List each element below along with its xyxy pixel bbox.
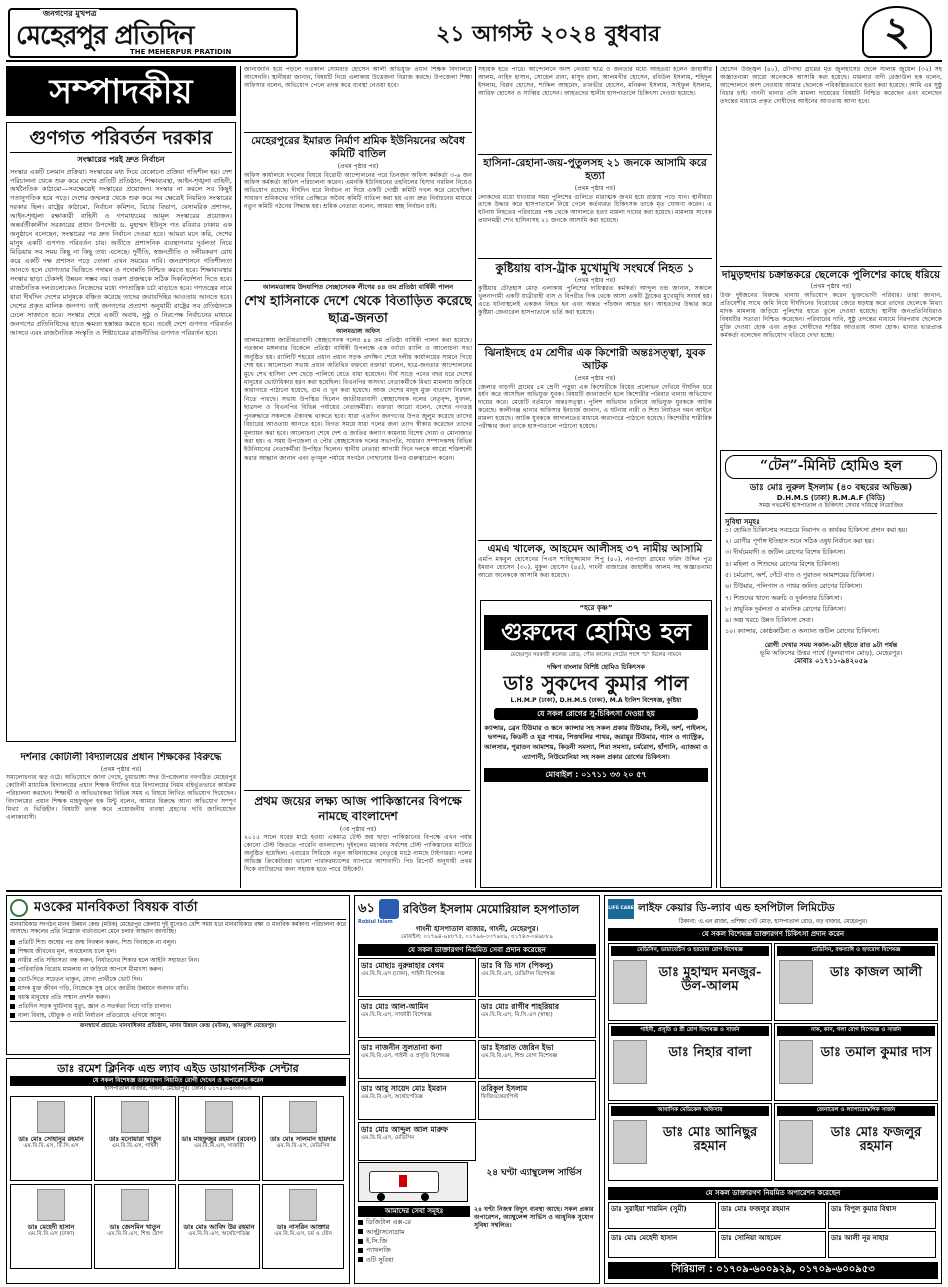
jhenaidah-cont: (প্রথম পৃষ্ঠার পর) xyxy=(574,374,616,382)
doctor-name: ডাঃ বি ডি দাস (পিকলু) xyxy=(481,961,554,971)
mouk-intro: মানবাধিকার সংগঠন মানব উন্নয়ন কেন্দ্র (মউক) মেহেরপুর জেলায় দুই যুগেরও বেশি সময় ধরে মানবাধিকার রক্ষা ও মানবিক কর্মকাণ্ড পরিচালনা করে আসছে। সকলের প্রতি নিম্নোক্ত বার্তাগুলো মেনে চলার আহ্বান জানাচ্ছি। xyxy=(10,922,346,936)
benefit-item: ৩। দীর্ঘমেয়াদী ও জটিল রোগের বিশেষ চিকিৎসা। xyxy=(725,549,846,557)
column-divider xyxy=(716,66,717,888)
doctor-role: মেডিসিন, বক্ষব্যাধি ও হৃদরোগ বিশেষজ্ঞ xyxy=(777,946,935,955)
doctor-name: ডাঃ মোঃ সালমান হায়দার xyxy=(270,1135,336,1144)
editorial-box xyxy=(6,122,236,742)
jhenaidah-headline: ঝিনাইদহে ৫ম শ্রেণীর এক কিশোরী অন্তঃসত্ত্বা, যুবক আটক xyxy=(478,344,712,374)
lifecare-surgeons xyxy=(608,1202,938,1260)
doctor-degree: ফিজিওথেরাপিস্ট xyxy=(481,1094,519,1101)
ads-separator xyxy=(6,890,942,892)
doctor-name: ডাঃ তমাল কুমার দাস xyxy=(820,1044,932,1060)
benefit-item: ৫। চর্মরোগ, অর্শ, গেঁটে বাত ও পুরাতন আমাশয়ের চিকিৎসা। xyxy=(725,571,874,579)
mp-case-article xyxy=(478,540,712,598)
doctor-photo xyxy=(289,1101,317,1133)
ten-homeo-hours: রোগী দেখার সময় সকাল-৯টা হইতে রাত ৯টা পর্যন্ত xyxy=(764,640,898,649)
gurudev-band: যে সকল রোগের সু-চিকিৎসা দেওয়া হয় xyxy=(494,708,698,720)
doctor-photo xyxy=(121,1101,149,1133)
daulatpur-body: উক্ত দুইজনের বিরুদ্ধে থানায় অভিযোগ করেন ভুক্তভোগী পরিবার। তারা জানান, প্রতিবেশীর সাথে জমি নিয়ে দীর্ঘদিনের বিরোধের জেরে ষড়যন্ত্র করে তাদের ছেলেকে মিথ্যা মাদক মামলায় জড়িয়ে পুলিশের হাতে তুলে দেওয়া হয়েছে। স্থানীয় জনপ্রতিনিধিরাও বিষয়টির সত্যতা নিশ্চিত করেছেন। পরিবারের দাবি, সুষ্ঠু তদন্তের মাধ্যমে নিরপরাধ ছেলেকে মুক্তি দেওয়া হোক এবং প্রকৃত দোষীদের শাস্তির আওতায় আনা হোক। থানার ভারপ্রাপ্ত কর্মকর্তা বলেছেন অভিযোগ খতিয়ে দেখা হচ্ছে। xyxy=(720,292,942,339)
service-text: ই.সি.জি xyxy=(366,1237,388,1246)
pakistan-article xyxy=(244,794,472,888)
mouk-item xyxy=(10,939,346,947)
daulatpur-article xyxy=(720,266,942,444)
page-number: ২ xyxy=(862,6,932,58)
mouk-item xyxy=(10,948,346,956)
doctor-name: ডাঃ মুহাম্মদ মনজুর-উল-আলম xyxy=(658,964,762,995)
doctor-degree: এম.বি.বি.এস, সার্জারী বিশেষজ্ঞ xyxy=(361,1012,432,1019)
doctor-card xyxy=(774,943,938,1021)
students-article xyxy=(244,294,472,789)
newspaper-name: মেহেরপুর প্রতিদিন xyxy=(16,21,194,51)
doctor-name: ডাঃ মোঃ আবিদ উর রহমান xyxy=(183,1223,255,1232)
rabiul-ambulance xyxy=(358,1162,596,1202)
doctor-role: আবাসিক মেডিকেল অফিসার xyxy=(611,1106,769,1115)
mouk-item-text: ভোট-দিতে সচেতন থাকুন, যোগ্য প্রার্থীকে ভোট দিন। xyxy=(18,975,143,983)
bullet-icon xyxy=(10,949,15,954)
mouk-item-text: শিক্ষায় জীবনের মূল, অবহেলায় চলে মূল। xyxy=(18,947,117,955)
mouk-item xyxy=(10,1003,346,1011)
doctor-photo xyxy=(613,1040,647,1084)
pakistan-body: ২০১৫ সালে ঘরের মাঠে হওয়া একমাত্র টেস্ট জয় ছাড়া পাকিস্তানের বিপক্ষে এখন পর্যন্ত কোনো টেস্ট জিততে পারেনি বাংলাদেশ। দুইদলের মধ্যকার সর্বশেষ টেস্ট পাকিস্তানের মাটিতে অনুষ্ঠিত হয়েছিল। এবারের সিরিজে নতুন অধিনায়কের নেতৃত্বে মাঠে নামছে টাইগাররা। দলের অভিজ্ঞ ক্রিকেটাররা ভালো পারফরম্যান্সের ব্যাপারে আশাবাদী। পিচ রিপোর্ট অনুযায়ী প্রথম দিকে ব্যাটারদের জন্য সহায়ক হতে পারে উইকেট। xyxy=(244,834,472,874)
mouk-item xyxy=(10,994,346,1002)
doctor-card xyxy=(358,958,476,997)
doctor-card xyxy=(358,1040,476,1079)
surgeon-card xyxy=(718,1231,826,1258)
doctor-photo xyxy=(613,1120,647,1164)
doctor-card xyxy=(10,1184,92,1269)
editorial-column xyxy=(6,66,236,746)
hasina-case-cont: (প্রথম পৃষ্ঠার পর) xyxy=(574,184,616,192)
ten-homeo-benefits-title: সুবিধা সমূহঃ xyxy=(725,517,760,526)
doctor-name: ডাঃ নিহার বালা xyxy=(668,1044,752,1060)
rabiul-hospital-ad xyxy=(354,895,600,1284)
doctor-name: ডাঃ মোঃ আনিছুর রহমান xyxy=(662,1124,758,1155)
doctor-card xyxy=(178,1184,260,1269)
doctor-degree: এম.বি.বি.এস, সার্জারী xyxy=(193,1143,245,1150)
jhenaidah-body: জেলার বাড়াদী গ্রামের ৫ম শ্রেণী পড়ুয়া এক কিশোরীকে বিয়ের প্রলোভন দেখিয়ে দীর্ঘদিন ধরে ধর্ষণ করে আসছিল অভিযুক্ত যুবক। বিষয়টি জানাজানি হলে কিশোরীর পরিবার থানায় অভিযোগ দায়ের করে। মেয়েটি বর্তমানে অন্তঃসত্ত্বা। পুলিশ অভিযান চালিয়ে অভিযুক্ত যুবককে আটক করেছে। কালীগঞ্জ থানার অফিসার ইনচার্জ জানান, এ ঘটনায় নারী ও শিশু নির্যাতন দমন আইনে মামলা হয়েছে। আটক যুবককে আদালতের মাধ্যমে কারাগারে পাঠানো হয়েছে। কিশোরীর শারীরিক পরীক্ষার জন্য তাকে হাসপাতালে পাঠানো হয়েছে। xyxy=(478,383,712,431)
students-dateline: আলমডাঙ্গা অফিস xyxy=(335,328,381,336)
doctor-card xyxy=(774,1103,938,1181)
doctor-photo xyxy=(121,1189,149,1221)
ambulance-icon xyxy=(358,1162,468,1202)
rabiul-services xyxy=(358,1218,470,1264)
doctor-card xyxy=(358,1081,476,1120)
rabiul-services-title: আমাদের সেবা সমূহঃ xyxy=(358,1206,470,1217)
benefit-item: ৯। অল্প খরচে উন্নত চিকিৎসা সেবা। xyxy=(725,617,814,625)
gurudev-doctor-intro: দক্ষিণ বাংলার বিশিষ্ট হোমিও চিকিৎসক xyxy=(547,662,645,671)
service-item xyxy=(358,1256,470,1264)
doctor-card xyxy=(262,1096,344,1181)
bullet-icon xyxy=(358,1257,363,1262)
ten-homeo-benefits-list xyxy=(725,527,937,637)
rabiul-ambulance-text: ২৪ ঘণ্টা এ্যাম্বুলেন্স সার্ভিস xyxy=(486,1168,582,1179)
doctor-card xyxy=(94,1096,176,1181)
masthead-tagline: জনগণের মুখপত্র xyxy=(40,9,99,19)
doctor-photo xyxy=(205,1101,233,1133)
col-a-continued-body: জানাজানি হয়ে পড়লে গতকাল সোমবার হোসেন আলী অভিযুক্ত প্রধান শিক্ষক বিদ্যালয়ে আসেননি। স্থানীয়রা জানান, বিষয়টি নিয়ে এলাকায় উত্তেজনা বিরাজ করছে। উপজেলা শিক্ষা অফিসার বলেন, অভিযোগ পেলে তদন্ত করে ব্যবস্থা নেওয়া হবে। xyxy=(244,66,472,89)
doctor-degree: এম.বি.বি.এস, মেডিসিন xyxy=(276,1143,330,1150)
doctor-degree: এম.বি.বি.এস, গাইনী ও প্রসূতি বিশেষজ্ঞ xyxy=(361,1053,450,1060)
bullet-icon xyxy=(358,1248,363,1253)
doctor-role: গাইনী, প্রসূতি ও স্ত্রী রোগ বিশেষজ্ঞ ও সার্জন xyxy=(611,1026,769,1035)
ramesh-doctors xyxy=(10,1096,346,1271)
doctor-degree: এম.বি.বি.এস (ঢাকা), গাইনী বিশেষজ্ঞ xyxy=(361,971,445,978)
doctor-card xyxy=(94,1184,176,1269)
doctor-photo xyxy=(779,1040,813,1084)
service-text: প্যাথলজি xyxy=(366,1246,391,1255)
swechchasebak-kicker-text: আলমডাঙ্গায় উদযাপিত সেচ্ছাসেবক লীগের ৪৪ তম প্রতিষ্ঠা বার্ষিকী পালন xyxy=(244,280,472,291)
surgeon-name: ডাঃ আলী নূর নাহার xyxy=(831,1233,889,1243)
service-text: ডিজিটাল এক্স-রে xyxy=(366,1218,411,1227)
doctor-name: ডাঃ মনোয়ারা খাতুন xyxy=(109,1135,161,1144)
service-item xyxy=(358,1246,470,1254)
doctor-photo xyxy=(289,1189,317,1221)
mouk-items xyxy=(10,939,346,1020)
doctor-name: ডাঃ ইসরাত জেরিন ইভা xyxy=(481,1043,554,1053)
doctor-degree: এম.বি.বি.এস, বি.সি.এস xyxy=(23,1143,79,1150)
doctor-name: ডাঃ জেসমিন খাতুন xyxy=(109,1223,161,1232)
doctor-degree: এম.বি.বি.এস, গাইনী xyxy=(111,1143,159,1150)
mouk-item xyxy=(10,957,346,965)
benefit-item: ৭। শিশুদের খাদ্যে অরুচি ও দুর্বলতার চিকিৎসা। xyxy=(725,594,842,602)
ramesh-clinic-ad xyxy=(6,1058,350,1284)
bullet-icon xyxy=(10,967,15,972)
service-item xyxy=(358,1218,470,1226)
doctor-card xyxy=(478,999,596,1038)
gurudev-label: “হরে কৃষ্ণ” xyxy=(579,604,613,612)
kushtia-body: কুষ্টিয়ার চৌড়হাস মোড় এলাকায় পুলিশের দায়িত্বরত কর্মকর্তা আব্দুল চন্দ্র জানান, সকালে খুলনাগামী একটি যাত্রীবাহী বাস ও বিপরীত দিক থেকে আসা একটি ট্রাকের মুখোমুখি সংঘর্ষ হয়। এতে ঘটনাস্থলেই একজন নিহত হন এবং অন্তত পাঁচজন আহত হন। আহতদের উদ্ধার করে কুষ্টিয়া জেনারেল হাসপাতালে ভর্তি করা হয়েছে। xyxy=(478,285,712,317)
ramesh-address: হাসপাতাল বাজার, গাংনী, মেহেরপুর। ফোনঃ ০১৭৫০-৪৩৩৩০৩ xyxy=(104,1085,252,1092)
doctor-name: ডাঃ মোঃ রাগীব শাহরিয়ার xyxy=(481,1002,559,1012)
benefit-item: ১০। ক্যান্সার, কোষ্ঠকাঠিন্য ও অন্যান্য জটিল রোগের চিকিৎসা। xyxy=(725,628,880,636)
surgeon-name: ডাঃ মোঃ মেহেদী হাসান xyxy=(611,1233,678,1243)
swechchasebak-kicker xyxy=(244,280,472,294)
bullet-icon xyxy=(10,995,15,1000)
doctor-name: ডাঃ মাহফুজুর রহমান (রবেন) xyxy=(181,1135,257,1144)
lifecare-serial: সিরিয়াল : ০১৭০৯-৬০০৯২৯, ০১৭০৯-৬০০৯৫৩ xyxy=(608,1262,938,1279)
doctor-name: তরিকুল ইসলাম xyxy=(481,1084,528,1094)
mouk-logo-icon xyxy=(10,899,28,917)
mouk-item-text: প্রতিদিন সড়ক দুর্ঘটনায় মৃত্যু, জ্ঞান ও সতর্কতা নিয়ে গাড়ি চালান। xyxy=(18,1003,172,1011)
surgeon-name: ডাঃ সোনিয়া আহমেদ xyxy=(721,1233,781,1243)
col-b-continued-body: সহায়ক হতে পারে। আন্দোলনে অংশ নেওয়া ছাত্র ও জনতার মধ্যে আহতরা হলেন জাহাঙ্গীর আলম, নাহিদ হাসান, সোহেল রানা, মাসুদ রানা, আলমগীর হোসেন, রবিউল ইসলাম, শহিদুল ইসলাম, বিপ্লব হোসেন, শাকিল আহমেদ, তানভীর হোসেন, মনিরুল ইসলাম, সাইফুল ইসলাম, আরিফ হোসেন ও সাব্বির হোসেন। আহতদের স্থানীয় হাসপাতালে চিকিৎসা দেওয়া হয়েছে। xyxy=(478,66,712,97)
rabiul-title: রবিউল ইসলাম মেমোরিয়াল হসপাতাল xyxy=(402,901,580,916)
gurudev-diseases: ক্যান্সার, ব্রেন টিউমার ও স্তনে ক্যান্সার সহ সকল প্রকার টিউমার, সিস্ট, অর্শ, পাইলস, ভগন্দর, কিডনী ও মূত্র পাথর, পিত্তথলির পাথর, জরায়ুর টিউমার, গ্যাস ও গ্যাস্ট্রিক, আলসার, পুরাতন আমাশয়, কিডনী সমস্যা, শিরা সমস্যা, চর্মরোগ, হাঁপানি, এ্যাজমা ও এ্যাপানী, নিউমোনিয়া সহ সকল প্রকার রোগের চিকিৎসা। xyxy=(484,723,708,761)
committee-body: অফিস কার্যালয়ে দখলের বিষয়ে বিরোধী আন্দোলনের পরে তিনজন অফিস কর্মকর্তা ৩-৬ জন অফিস কর্মকর্তা অফিস পরিচালনা করেন। এমনকি ইউনিয়নের তহবিলের হিসাব গরমিল নিয়েও অভিযোগ রয়েছে। দীর্ঘদিন ধরে নির্বাচন না দিয়ে একটি গোষ্ঠী কমিটি দখল করে রেখেছিল। সাধারণ শ্রমিকদের দাবির প্রেক্ষিতে অবৈধ কমিটি বাতিল করা হয় এবং দ্রুত নির্বাচনের মাধ্যমে নতুন কমিটি গঠনের সিদ্ধান্ত হয়। শ্রমিক নেতারা বলেন, আমরা স্বচ্ছ নির্বাচন চাই। xyxy=(244,171,472,211)
ten-homeo-address: ভূমি অফিসের উত্তর পার্শ্বে (ফুলবাগান মোড়), মেহেরপুর। xyxy=(759,649,903,658)
gurudev-homeo-ad xyxy=(480,600,712,888)
mouk-item-text: প্রতিটি শিশু জন্মের পর জন্ম নিবন্ধন করুন, শিশু বিবাহকে না বলুন। xyxy=(18,938,177,946)
students-body: আলমডাঙ্গায় জাতীয়তাবাদী স্বেচ্ছাসেবক দলের ৪৪ তম প্রতিষ্ঠা বার্ষিকী পালন করা হয়েছে। গতকাল মঙ্গলবার বিকেলে প্রতিষ্ঠা বার্ষিকী উপলক্ষে এক বর্ণাঢ্য র‍্যালি ও আলোচনা সভা অনুষ্ঠিত হয়। র‍্যালিটি শহরের প্রধান প্রধান সড়ক প্রদক্ষিণ শেষে দলীয় কার্যালয়ের সামনে গিয়ে শেষ হয়। আলোচনা সভায় প্রধান অতিথির বক্তব্যে বক্তারা বলেন, ছাত্র-জনতার আন্দোলনের মুখে শেখ হাসিনা দেশ ছেড়ে পালিয়ে যেতে বাধ্য হয়েছেন। দীর্ঘ সাড়ে পনের বছর ধরে দেশের মানুষের ভোটাধিকার হরণ করা হয়েছিল। বিএনপির অসংখ্য নেতাকর্মীকে মিথ্যা মামলায় জড়িয়ে কারাগারে পাঠানো হয়েছে, গুম ও খুন করা হয়েছে। আজ দেশের মানুষ মুক্ত বাতাসে নিঃশ্বাস নিতে পারছে। সভায় উপস্থিত ছিলেন জাতীয়তাবাদী স্বেচ্ছাসেবক দলের নেতৃবৃন্দ, যুবদল, ছাত্রদল ও বিএনপির বিভিন্ন পর্যায়ের নেতাকর্মীরা। বক্তারা আরো বলেন, দেশের গণতন্ত্র পুনরুদ্ধারে সকলকে ঐক্যবদ্ধ থাকতে হবে। যারা এতদিন জনগণের উপর জুলুম করেছে তাদের বিচারের আওতায় আনতে হবে। বিগত সময়ে যারা দলের জন্য ত্যাগ স্বীকার করেছেন তাদের মূল্যায়ন করা হবে। আলোচনা শেষে দেশ ও জাতির কল্যাণ কামনায় বিশেষ দোয়া ও মোনাজাত করা হয়। এ সময় উপজেলা ও পৌর স্বেচ্ছাসেবক দলের সভাপতি, সাধারণ সম্পাদকসহ বিভিন্ন ইউনিয়নের নেতাকর্মীরা উপস্থিত ছিলেন। স্থানীয় নেতারা আগামী দিনে দলকে আরো শক্তিশালী করার আহ্বান জানান এবং তৃণমূল পর্যায়ে সংগঠন গোছানোর উপর গুরুত্বারোপ করেন। xyxy=(244,336,472,462)
bullet-icon xyxy=(358,1239,363,1244)
editorial-banner: সম্পাদকীয় xyxy=(6,66,236,116)
surgeon-name: ডাঃ বিপুল কুমার বিশ্বাস xyxy=(831,1204,897,1214)
surgeon-card xyxy=(608,1231,716,1258)
editorial-title: গুণগত পরিবর্তন দরকার xyxy=(10,126,232,153)
doctor-card xyxy=(358,1122,476,1161)
doctor-role: নাক, কান, গলা রোগ বিশেষজ্ঞ ও সার্জন xyxy=(777,1026,935,1035)
doctor-role: মেডিসিন, ডায়াবেটিস ও হরমোন রোগ বিশেষজ্ঞ xyxy=(611,946,769,955)
bullet-icon xyxy=(358,1229,363,1234)
mouk-item-text: নারীর প্রতি সহিংসতা বন্ধ করুন, নির্যাতনের শিকার হলে আইনি সহায়তা নিন। xyxy=(18,957,200,965)
surgeon-name: ডাঃ সুরাইয়া শারমিন (সুমী) xyxy=(611,1204,687,1214)
mouk-item xyxy=(10,976,346,984)
doctor-card xyxy=(478,958,596,997)
surgeon-card xyxy=(718,1202,826,1229)
doctor-name: ডাঃ মেহেদী হাসান xyxy=(27,1223,75,1232)
doctor-card xyxy=(608,943,772,1021)
ten-homeo-phone: মোবাঃ ০১৭১১-৯৪২০৫৯ xyxy=(794,657,868,666)
service-text: ওটি সুবিধা xyxy=(366,1255,394,1264)
doctor-photo xyxy=(613,960,647,1004)
surgeon-name: ডাঃ মোঃ ফজলুর রহমান xyxy=(721,1204,790,1214)
doctor-card xyxy=(478,1040,596,1079)
doctor-name: ডাঃ নাজনীন সুলতানা কনা xyxy=(361,1043,442,1053)
mouk-item-text: পারিবারিক বিরোধ মামলায় না জড়িয়ে আপসে মীমাংসা করুন। xyxy=(18,966,164,974)
bullet-icon xyxy=(10,1013,15,1018)
mouk-item-text: বয়স্ক মানুষের প্রতি সম্মান প্রদর্শন করুন। xyxy=(18,993,111,1001)
doctor-degree: এম.বি.বি.এস, বি.সি.এস (স্বাস্থ্য) xyxy=(481,1012,553,1019)
col-c-continued-body: হোসেন উজ্জ্বল (৪০), চৌগাছা গ্রামের মৃত জুলহাসের ছেলে সালাম জুয়েল (৩২) সহ অজ্ঞাতনামা আরো অনেককে আসামি করা হয়েছে। মামলার বাদী রেজাউল হক বলেন, আন্দোলনে অংশ নেওয়ায় আমার ছেলেকে পরিকল্পিতভাবে হত্যা করা হয়েছে। আমি এর সুষ্ঠু বিচার চাই। গাংনী থানার ওসি মামলা দায়েরের বিষয়টি নিশ্চিত করেছেন এবং বলেছেন তদন্তের মাধ্যমে প্রকৃত দোষীদের আইনের আওতায় আনা হবে। xyxy=(720,66,942,105)
committee-cont: (প্রথম পৃষ্ঠার পর) xyxy=(337,162,379,170)
doctor-name: ডাঃ মোঃ আল-আমিন xyxy=(361,1002,429,1012)
doctor-card xyxy=(608,1103,772,1181)
gurudev-degree: L.H.M.P (ঢাকা), D.H.M.S (ঢাকা), M.A ইংলিশ বিশেষজ্ঞ, কুষ্টিয়া xyxy=(510,696,682,704)
gurudev-title: গুরুদেব হোমিও হল xyxy=(484,615,708,650)
mouk-item-text: মাদক মুক্ত জীবন গড়ি, নিজেকে সুস্থ রেখে জাতীয় উন্নয়নে অবদান রাখি। xyxy=(18,984,189,992)
kushtia-headline: কুষ্টিয়ায় বাস-ট্রাক মুখোমুখি সংঘর্ষে নিহত ১ xyxy=(478,258,712,276)
kotuli-headline: দর্শনার কোটালী বিদ্যালয়ের প্রধান শিক্ষকের বিরুদ্ধে xyxy=(20,752,222,763)
ten-homeo-tagline: সমস্ত গভর্মেন্ট হাসপাতাল ও চিকিৎসা সেবার দায়িত্বে নিয়োজিত xyxy=(725,503,937,513)
bullet-icon xyxy=(10,1004,15,1009)
benefit-item: ৪। মহিলা ও শিশুদের রোগের বিশেষ চিকিৎসা। xyxy=(725,560,840,568)
jhenaidah-article xyxy=(478,344,712,534)
rabiul-number: ৬১ xyxy=(358,900,375,916)
rabiul-doctors xyxy=(358,958,596,1158)
doctor-card xyxy=(178,1096,260,1181)
doctor-photo xyxy=(37,1101,65,1133)
mouk-item-text: বাল্য বিবাহ, যৌতুক ও নারী নির্যাতন প্রতিরোধে এগিয়ে আসুন। xyxy=(18,1012,167,1020)
newspaper-logo xyxy=(8,8,298,58)
mouk-title: মওকের মানবিকতা বিষয়ক বার্তা xyxy=(34,899,198,915)
bullet-icon xyxy=(358,1220,363,1225)
rabiul-address: গাংনী হাসপাতাল বাজার, গাংনী, মেহেরপুর। xyxy=(415,925,539,934)
gurudev-phone: মোবাইল : ০১৭১১ ৩৩ ২০ ৫৭ xyxy=(484,768,708,782)
service-text: আল্ট্রাসনোগ্রাম xyxy=(366,1227,405,1236)
mouk-footer: জনস্বার্থে প্রচারে: মানবাধিকার প্রতিষ্ঠান, মানব উন্নয়ন কেন্দ্র (মউক), আমঝুপি মেহেরপুর। xyxy=(10,1021,346,1030)
newspaper-name-en: THE MEHERPUR PRATIDIN xyxy=(130,48,232,56)
service-item xyxy=(358,1228,470,1236)
doctor-name: ডাঃ নাসরিন আক্তার xyxy=(276,1223,330,1232)
bullet-icon xyxy=(10,986,15,991)
editorial-subtitle: সংস্কারের পরই দ্রুত নির্বাচন xyxy=(77,155,165,165)
editorial-body: সংস্কার একটি চলমান প্রক্রিয়া। সংস্কারের মধ্য দিয়ে যেকোনো প্রক্রিয়া গতিশীল হয়। দেশ পরিচালনা থেকে শুরু করে দেশের প্রতিটি প্রতিষ্ঠান, শিক্ষাব্যবস্থা, আইন-শৃঙ্খলা বাহিনী, অর্থনৈতিক কাঠামো—সবক্ষেত্রেই সংস্কারের প্রয়োজন। সংস্কার না করলে সব কিছুই গতানুগতিক হয়ে পড়ে। দেশের জন্মলগ্ন থেকে শুরু করে সব ক্ষেত্রেই নিয়মিত সংস্কারের দরকার ছিল। রাষ্ট্রের কাঠামো, নির্বাচন কমিশন, বিচার বিভাগ, বেসামরিক প্রশাসন, আইন-শৃঙ্খলা রক্ষাকারী বাহিনী ও গণমাধ্যমের আমূল সংস্কারের প্রয়োজন। অন্তর্বর্তীকালীন সরকারের প্রধান উপদেষ্টা ড. মুহাম্মদ ইউনূস গত রবিবার ঢাকায় এক অনুষ্ঠানে বলেছেন, সংস্কারের পর দ্রুত নির্বাচন দেওয়া হবে। আমরা মনে করি, দেশের মানুষ একটি গুণগত পরিবর্তন চায়। অতীতে প্রশাসনিক ব্যবস্থাপনার দুর্বলতা নিয়ে মিডিয়ায় সব সময় কিছু না কিছু তথ্য এসেছে। দুর্নীতি, স্বজনপ্রীতি ও দলীয়করণ রোধ করে একটি দক্ষ প্রশাসন গড়ে তোলা এখন সময়ের দাবি। জনপ্রশাসনে গতিশীলতা আনতে হলে যোগ্যতার ভিত্তিতে পদায়ন ও পদোন্নতি নিশ্চিত করতে হবে। শিক্ষাব্যবস্থার সংস্কার ছাড়া টেকসই উন্নয়ন সম্ভব নয়। তরুণ প্রজন্মকে সঠিক দিকনির্দেশনা দিতে হবে। রাজনৈতিক দলগুলোকেও নিজেদের মধ্যে গণতান্ত্রিক চর্চা বাড়াতে হবে। গণতন্ত্রের নামে যারা দীর্ঘদিন দেশের মানুষকে বঞ্চিত করেছে তাদের জবাবদিহির আওতায় আনতে হবে। দেশের প্রকৃত মালিক জনগণ। তাই জনগণের প্রত্যাশা অনুযায়ী রাষ্ট্রের সব প্রতিষ্ঠানকে ঢেলে সাজাতে হবে। সংস্কার শেষে একটি অবাধ, সুষ্ঠু ও নিরপেক্ষ নির্বাচনের মাধ্যমে জনগণের প্রতিনিধিদের হাতে ক্ষমতা হস্তান্তর করতে হবে। তবেই দেশে গুণগত পরিবর্তন আসবে এবং রাজনৈতিক সংস্কৃতি ও শিষ্টাচারের রাজনীতির গুণগত পরিবর্তন হবে। xyxy=(10,167,232,337)
col-b-continued xyxy=(478,66,712,154)
hasina-case-article xyxy=(478,154,712,254)
gurudev-doctor: ডাঃ সুকদেব কুমার পাল xyxy=(503,671,689,696)
col-c-continued xyxy=(720,66,942,194)
mouk-item xyxy=(10,985,346,993)
ramesh-sub: যে সকল বিশেষজ্ঞ ডাক্তারগণ নিয়মিত রোগী দেখেন ও অপারেশন করেন xyxy=(10,1076,346,1086)
ten-homeo-degree: D.H.M.S (ঢাকা) R.M.A.F (বিডি) xyxy=(776,494,886,503)
kotuli-article xyxy=(6,752,236,887)
benefit-item: ২। রোগীর পূর্ণাঙ্গ ইতিহাস শুনে সঠিক ওষুধ নির্বাচন করা হয়। xyxy=(725,538,874,546)
doctor-degree: এম.বি.বি.এস, মেডিসিন বিশেষজ্ঞ xyxy=(481,971,555,978)
ten-minute-homeo-ad xyxy=(720,450,942,888)
doctor-name: ডাঃ মোঃ ফজলুর রহমান xyxy=(830,1124,922,1155)
doctor-degree: এম.বি.বি.এস (ঢাকা) xyxy=(27,1231,75,1238)
daulatpur-cont: (প্রথম পৃষ্ঠার পর) xyxy=(810,283,852,291)
doctor-card xyxy=(358,999,476,1038)
surgeon-card xyxy=(828,1231,936,1258)
rabiul-phone: মোবাইল: ০১৭৯৪-৯৮৮৭৫, ০১৭৯৬-০৩৭৯৮৯, ০১৭৪৩-০৪৬৮৮৯ xyxy=(401,934,553,941)
issue-date: ২১ আগস্ট ২০২৪ বুধবার xyxy=(436,21,661,47)
doctor-role: জেনারেল ও ল্যাপারোস্কপিক সার্জন xyxy=(777,1106,935,1115)
doctor-card xyxy=(10,1096,92,1181)
doctor-degree: এম.বি.বি.এস, চর্ম ও যৌন xyxy=(274,1231,332,1238)
bullet-icon xyxy=(10,940,15,945)
mouk-item xyxy=(10,1012,346,1020)
masthead xyxy=(6,4,942,62)
pakistan-headline: প্রথম জয়ের লক্ষ্য আজ পাকিস্তানের বিপক্ষে নামছে বাংলাদেশ xyxy=(254,794,462,824)
mouk-ad xyxy=(6,895,350,1055)
doctor-card xyxy=(608,1023,772,1101)
doctor-card xyxy=(262,1184,344,1269)
doctor-degree: এম.বি.বি.এস, শিশু রোগ বিশেষজ্ঞ xyxy=(481,1053,558,1060)
benefit-item: ১। হোমিও চিকিৎসায় সবচেয়ে নিরাপদ ও কার্যকর চিকিৎসা প্রদান করা হয়। xyxy=(725,526,908,534)
lifecare-band: যে সকল বিশেষজ্ঞ ডাক্তারগণ চিকিৎসা প্রদান করেন xyxy=(608,928,938,941)
surgeon-card xyxy=(608,1202,716,1229)
hasina-case-body: লোকদের মধ্যে যাওয়ার সময় পুলিশের গুলিতে মারাত্মক জখম হয়ে রাস্তায় পড়ে যান। স্থানীয়রা তাকে উদ্ধার করে হাসপাতালে নিয়ে গেলে কর্তব্যরত চিকিৎসক তাকে মৃত ঘোষণা করেন। এ ঘটনায় নিহতের পরিবারের পক্ষ থেকে আদালতে হত্যা মামলা দায়ের করা হয়েছে। মামলায় সাবেক প্রধানমন্ত্রী শেখ হাসিনাসহ ২১ জনকে আসামি করা হয়েছে। xyxy=(478,193,712,225)
hasina-case-headline: হাসিনা-রেহানা-জয়-পুতুলসহ ২১ জনকে আসামি করে হত্যা xyxy=(478,154,712,184)
lifecare-hospital-ad xyxy=(604,895,942,1284)
benefit-item: ৮। স্নায়ুবিক দুর্বলতা ও মানসিক রোগের চিকিৎসা। xyxy=(725,605,846,613)
kotuli-body: সমালোচনার ঝড় ওঠে। অভিযোগে জানা গেছে, চুয়াডাঙ্গা সদর উপজেলার নবগঠিত মেহেরপুর কোটালী মাধ্যমিক বিদ্যালয়ের প্রধান শিক্ষক দীর্ঘদিন ধরে বিদ্যালয়ের নিয়ম বহির্ভূতভাবে কার্যক্রম পরিচালনা করছেন। শিক্ষার্থী ও অভিভাবকরা বিভিন্ন সময় এ বিষয়ে লিখিত অভিযোগ দিয়েছেন। বিদ্যালয়ের প্রধান শিক্ষক মাহফুজুল হক মিন্টু বলেন, আমার বিরুদ্ধে আনা অভিযোগ সম্পূর্ণ মিথ্যা ও ভিত্তিহীন। বিষয়টি তদন্ত করে প্রয়োজনীয় ব্যবস্থা গ্রহণের দাবি জানিয়েছেন এলাকাবাসী। xyxy=(6,774,236,822)
surgeon-card xyxy=(828,1202,936,1229)
committee-headline: মেহেরপুরের ইমারত নির্মাণ শ্রমিক ইউনিয়নের অবৈধ কমিটি বাতিল xyxy=(244,132,472,162)
doctor-card xyxy=(774,1023,938,1101)
rabiul-logo-icon xyxy=(379,899,399,919)
ten-homeo-doctor: ডাঃ মোঃ নুরুল ইসলাম (৪০ বছরের অভিজ্ঞ) xyxy=(749,482,913,493)
lifecare-doctors xyxy=(608,943,938,1185)
pakistan-cont: (৩য় পৃষ্ঠার পর) xyxy=(339,825,377,833)
committee-article xyxy=(244,132,472,280)
daulatpur-headline: দামুড়হুদায় চক্রান্তকরে ছেলেকে পুলিশের কাছে ধরিয়ে xyxy=(720,266,942,282)
ten-homeo-title: “টেন”-মিনিট হোমিও হল xyxy=(725,455,937,479)
doctor-name: ডাঃ কাজল আলী xyxy=(829,964,923,980)
kushtia-cont: (প্রথম পৃষ্ঠার পর) xyxy=(574,276,616,284)
kushtia-article xyxy=(478,258,712,344)
mouk-item xyxy=(10,966,346,974)
doctor-photo xyxy=(779,960,813,1004)
service-item xyxy=(358,1237,470,1245)
doctor-degree: এম.বি.বি.এস, শিশু রোগ xyxy=(107,1231,163,1238)
ramesh-title: ডাঃ রমেশ ক্লিনিক এন্ড ল্যাব এইড ডায়াগনস্টিক সেন্টার xyxy=(57,1062,299,1075)
doctor-degree: এম.বি.বি.এস, অর্থোপেডিক্স xyxy=(361,1094,423,1101)
doctor-card xyxy=(478,1081,596,1120)
rabiul-band: যে সকল ডাক্তারগণ নিয়মিত সেবা প্রদান করেছেন xyxy=(358,944,596,957)
mp-case-body: এমপি মকবুল হোসেনের পিএস শাহিদুজ্জামান শিপু (৪০), নওপাড়া গ্রামের ফরিদ উদ্দিন পুত্র ইমরান হোসেন (৩০), মুকুল হোসেন (৪৫), গাংনী বাজারের জাহাঙ্গীর আলম সহ অজ্ঞাতনামা আরো অনেককে আসামি করা হয়েছে। xyxy=(478,556,712,580)
lifecare-logo: LIFE CARE xyxy=(608,899,634,919)
column-divider xyxy=(240,66,241,888)
doctor-degree: এম.বি.বি.এস, মেডিসিন xyxy=(361,1135,415,1142)
students-headline: শেখ হাসিনাকে দেশে থেকে বিতাড়িত করেছে ছাত্র-জনতা xyxy=(244,294,472,326)
doctor-name: ডাঃ মোছাঃ নুরুন্নাহার বেগম xyxy=(361,961,444,971)
column-divider xyxy=(475,66,476,888)
doctor-name: ডাঃ মোঃ সোহানুর রহমান xyxy=(18,1135,84,1144)
gurudev-sub: মেহেরপুর সরকারী কলেজ রোড, পৌর কালের গেটের পাশে "চ" মিলের সামনে xyxy=(510,651,682,658)
doctor-photo xyxy=(205,1189,233,1221)
rabiul-note: ২৪ ঘণ্টা নিজস্ব বিদ্যুৎ ব্যবস্থা আছে। সকল প্রকার অপারেশন, অ্যাম্বুলেন্স সার্ভিস ও আধুনিক সুযোগ সুবিধা সম্বলিত। xyxy=(474,1206,594,1230)
doctor-degree: এম.বি.বি.এস, অর্থোপেডিক্স xyxy=(188,1231,250,1238)
mp-case-headline: এমএ খালেক, আহমেদ আলীসহ ৩৭ নামীয় আসামি xyxy=(478,540,712,556)
benefit-item: ৬। টিউমার, পলিপাস ও পাথর জনিত রোগের চিকিৎসা। xyxy=(725,583,863,591)
bullet-icon xyxy=(10,958,15,963)
lifecare-band2: যে সকল ডাক্তারগণ নিয়মিত অপারেশন করেছেন xyxy=(608,1187,938,1200)
lifecare-title: লাইফ কেয়ার ডি-ল্যাব এন্ড হসপিটাল লিমিটেড xyxy=(638,902,835,915)
doctor-name: ডাঃ আবু সায়েদ মোঃ ইমরান xyxy=(361,1084,447,1094)
col-a-continued xyxy=(244,66,472,128)
doctor-photo xyxy=(37,1189,65,1221)
divider-line xyxy=(244,790,470,791)
rabiul-brand: Robiul Islam xyxy=(358,919,393,925)
bullet-icon xyxy=(10,977,15,982)
lifecare-address: ঠিকানা: এ.এন প্লাজা, প্রশিক্ষা গেট মোড়, হাসপাতাল রোড, বড় বাজার, মেহেরপুর। xyxy=(678,919,868,925)
doctor-name: ডাঃ মোঃ আব্দুল আল মারুফ xyxy=(361,1125,449,1135)
kotuli-cont: (প্রথম পৃষ্ঠার পর) xyxy=(100,765,142,773)
doctor-photo xyxy=(779,1120,813,1164)
